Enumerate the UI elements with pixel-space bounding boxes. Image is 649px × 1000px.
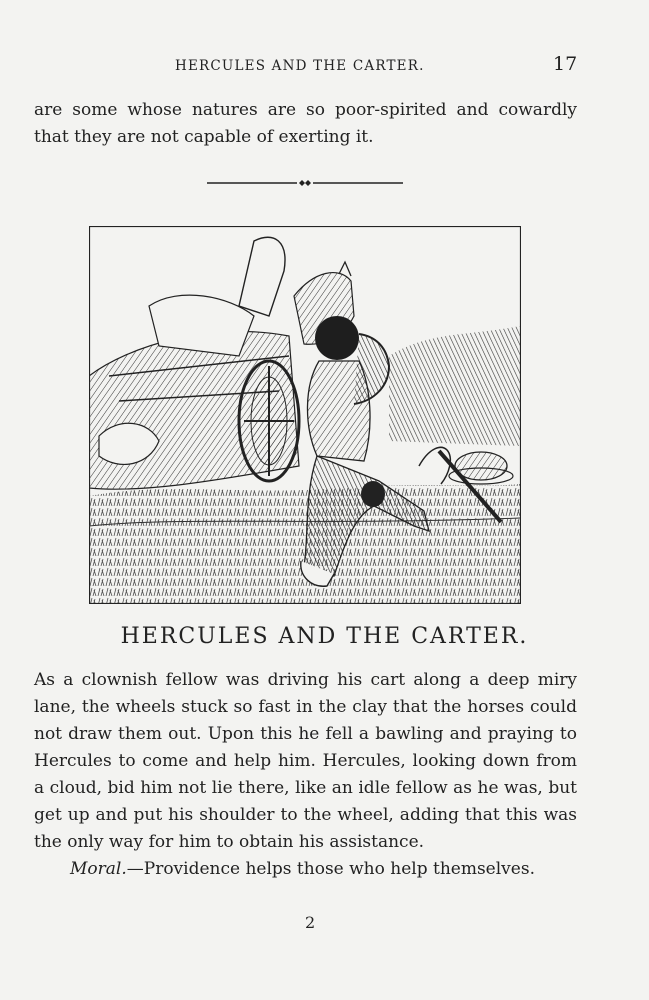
signature-mark: 2 (305, 913, 316, 932)
page-number: 17 (553, 53, 578, 75)
moral-text: —Providence helps those who help themselves. (126, 859, 535, 879)
moral-label: Moral. (70, 859, 127, 879)
story-text (34, 667, 577, 883)
running-head (0, 55, 649, 79)
story-body: As a clownish fellow was driving his cart along a deep miry lane, the wheels stuck so fast in the clay that the horses could not draw them out. Upon this he fell a bawling and praying to Hercules to come and help him. Hercules, looking down from a cloud, bid him not lie there, like an idle fellow as he was, but get up and put his shoulder to the wheel, adding that this was the only way for him to obtain his assistance. (34, 670, 577, 852)
ornament-divider (207, 176, 403, 190)
engraving-illustration (89, 226, 521, 604)
story-title: HERCULES AND THE CARTER. (120, 624, 529, 649)
moral-line (34, 856, 577, 883)
ground-grass (89, 484, 520, 603)
carryover-paragraph (34, 97, 577, 151)
running-title: HERCULES AND THE CARTER. (175, 58, 425, 74)
carryover-text: are some whose natures are so poor-spirited and cowardly that they are not capable of exerting it. (34, 100, 577, 147)
